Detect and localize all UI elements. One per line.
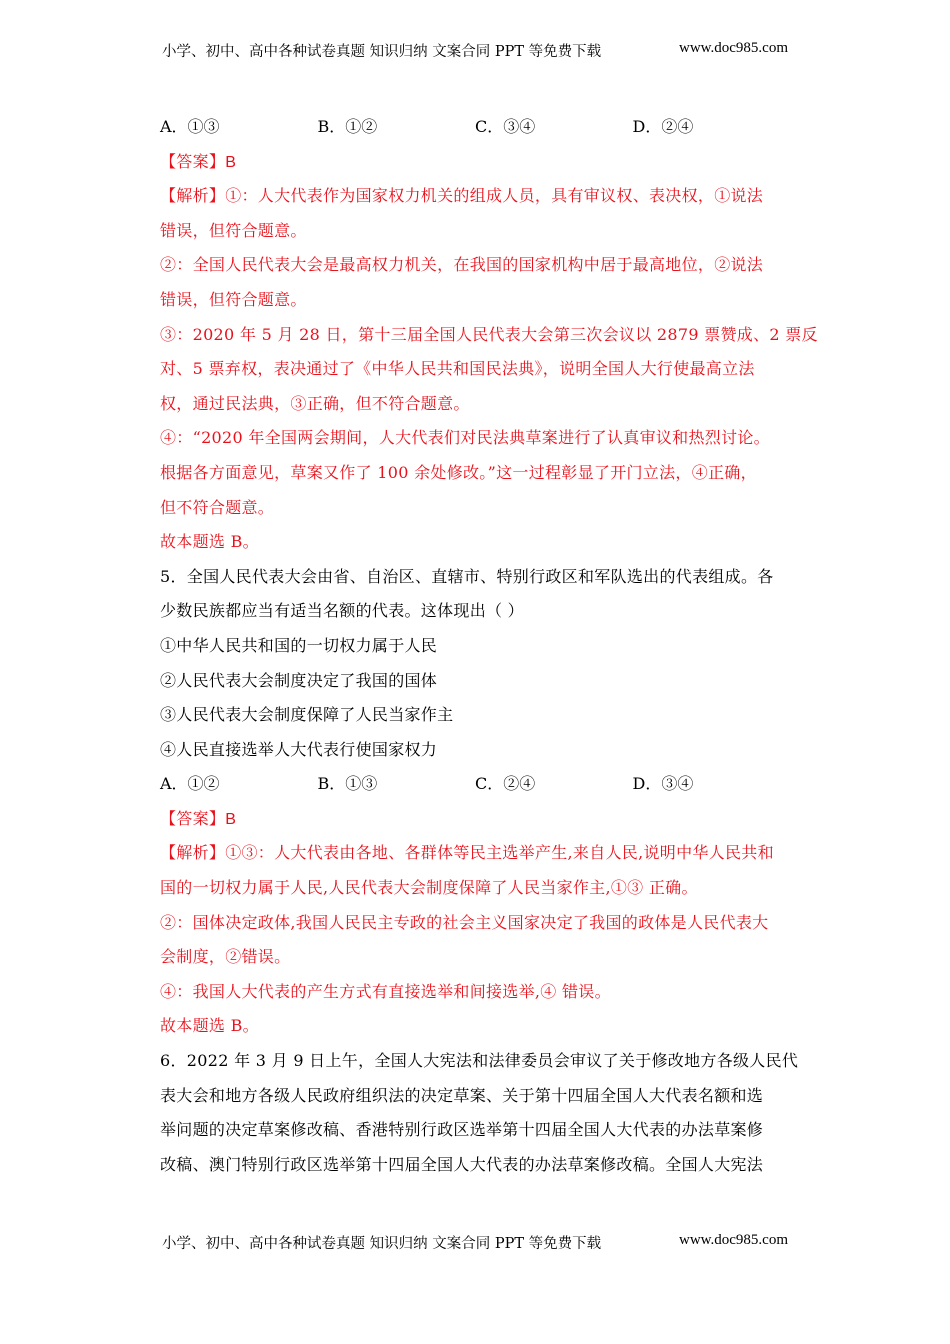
q5-option-d: D．③④ — [632, 774, 694, 794]
q4-option-b: B．①② — [317, 117, 378, 136]
document-body — [160, 110, 818, 1182]
q6-stem: 举问题的决定草案修改稿、香港特别行政区选举第十四届全国人大代表的办法草案修 — [160, 1120, 764, 1140]
q5-statement-4: ④人民直接选举人大代表行使国家权力 — [160, 739, 438, 759]
q4-analysis-line: ②：全国人民代表大会是最高权力机关，在我国的国家机构中居于最高地位，②说法 — [160, 255, 764, 275]
q5-conclusion: 故本题选 B。 — [160, 1016, 259, 1036]
q6-stem: 表大会和地方各级人民政府组织法的决定草案、关于第十四届全国人大代表名额和选 — [160, 1085, 764, 1105]
q5-analysis-line: 【解析】①③：人大代表由各地、各群体等民主选举产生,来自人民,说明中华人民共和 — [160, 843, 774, 863]
q5-stem: 5．全国人民代表大会由省、自治区、直辖市、特别行政区和军队选出的代表组成。各 — [160, 566, 774, 586]
q4-answer: 【答案】B — [160, 151, 237, 171]
q4-analysis-line: 对、5 票弃权，表决通过了《中华人民共和国民法典》，说明全国人大行使最高立法 — [160, 359, 755, 379]
q4-analysis-line: 但不符合题意。 — [160, 497, 275, 517]
q4-analysis-line: 错误，但符合题意。 — [160, 220, 307, 240]
q4-analysis-line: ④：“2020 年全国两会期间，人大代表们对民法典草案进行了认真审议和热烈讨论。 — [160, 428, 770, 448]
q4-option-d: D．②④ — [632, 117, 694, 136]
q5-statement-1: ①中华人民共和国的一切权力属于人民 — [160, 635, 438, 655]
q4-analysis-line: 【解析】①：人大代表作为国家权力机关的组成人员，具有审议权、表决权，①说法 — [160, 186, 764, 206]
q5-answer: 【答案】B — [160, 808, 237, 828]
q5-analysis-line: ②：国体决定政体,我国人民民主专政的社会主义国家决定了我国的政体是人民代表大 — [160, 912, 769, 932]
q6-stem: 改稿、澳门特别行政区选举第十四届全国人大代表的办法草案修改稿。全国人大宪法 — [160, 1154, 764, 1174]
q4-analysis-line: ③：2020 年 5 月 28 日，第十三届全国人民代表大会第三次会议以 2879 票赞成、2 票反 — [160, 324, 818, 344]
q4-conclusion: 故本题选 B。 — [160, 532, 259, 552]
q5-analysis-line: 会制度，②错误。 — [160, 947, 291, 967]
footer-slogan: 小学、初中、高中各种试卷真题 知识归纳 文案合同 PPT 等免费下载 — [162, 1236, 602, 1252]
q4-option-c: C．③④ — [475, 117, 536, 136]
page-header — [162, 40, 788, 61]
q5-option-c: C．②④ — [475, 774, 536, 794]
q5-analysis-line: ④：我国人大代表的产生方式有直接选举和间接选举,④ 错误。 — [160, 981, 611, 1001]
q5-option-b: B．①③ — [317, 774, 378, 794]
q5-options — [160, 767, 790, 802]
q5-stem: 少数民族都应当有适当名额的代表。这体现出（ ） — [160, 601, 524, 621]
q4-options — [160, 110, 790, 145]
q5-statement-2: ②人民代表大会制度决定了我国的国体 — [160, 670, 438, 690]
q4-analysis-line: 错误，但符合题意。 — [160, 289, 307, 309]
header-slogan: 小学、初中、高中各种试卷真题 知识归纳 文案合同 PPT 等免费下载 — [162, 44, 602, 60]
q4-option-a: A．①③ — [160, 117, 220, 136]
q5-analysis-line: 国的一切权力属于人民,人民代表大会制度保障了人民当家作主,①③ 正确。 — [160, 878, 698, 898]
q5-statement-3: ③人民代表大会制度保障了人民当家作主 — [160, 705, 454, 725]
header-url: www.doc985.com — [678, 40, 788, 56]
q4-analysis-line: 权，通过民法典，③正确，但不符合题意。 — [160, 393, 470, 413]
q4-analysis-line: 根据各方面意见，草案又作了 100 余处修改。”这一过程彰显了开门立法，④正确， — [160, 462, 757, 482]
q6-stem: 6．2022 年 3 月 9 日上午，全国人大宪法和法律委员会审议了关于修改地方各级人民代 — [160, 1051, 799, 1071]
footer-url: www.doc985.com — [678, 1232, 788, 1248]
page-footer — [162, 1232, 788, 1253]
q5-option-a: A．①② — [160, 774, 220, 794]
